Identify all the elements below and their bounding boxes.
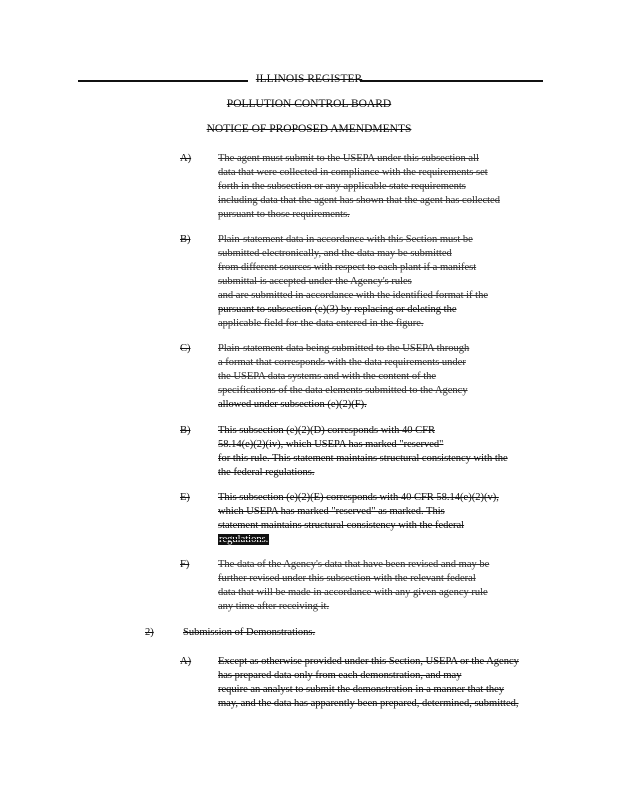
item-line: pursuant to subsection (e)(3) by replacing or deleting the bbox=[218, 304, 457, 315]
item-line: further revised under this subsection with the relevant federal bbox=[218, 573, 476, 584]
item-line: a format that corresponds with the data requirements under bbox=[218, 357, 466, 368]
item-line: 58.14(e)(2)(iv), which USEPA has marked "reserved" bbox=[218, 439, 444, 450]
highlighted-text: regulations. bbox=[219, 534, 269, 545]
item-line: including data that the agent has shown that the agent has collected bbox=[218, 195, 500, 206]
item-line: Plain-statement data being submitted to the USEPA through bbox=[218, 343, 470, 354]
item-marker: C) bbox=[180, 343, 191, 354]
item-marker: B) bbox=[180, 425, 191, 436]
item-marker: F) bbox=[180, 559, 190, 570]
item-marker: B) bbox=[180, 234, 191, 245]
item-marker: E) bbox=[180, 492, 190, 503]
item-line: Except as otherwise provided under this Section, USEPA or the Agency bbox=[218, 656, 519, 667]
item-line: the federal regulations. bbox=[218, 467, 315, 478]
register-heading: ILLINOIS REGISTER bbox=[255, 73, 363, 85]
item-line: require an analyst to submit the demonstration in a manner that they bbox=[218, 684, 505, 695]
item-line: which USEPA has marked "reserved" as marked. This bbox=[218, 506, 445, 517]
item-line: specifications of the data elements submitted to the Agency bbox=[218, 385, 468, 396]
item-line: any time after receiving it. bbox=[218, 601, 330, 612]
item-line: This subsection (e)(2)(E) corresponds with 40 CFR 58.14(e)(2)(v), bbox=[218, 492, 499, 503]
section-marker: 2) bbox=[145, 627, 154, 638]
item-line: and are submitted in accordance with the identified format if the bbox=[218, 290, 488, 301]
item-line: submittal is accepted under the Agency's rules bbox=[218, 276, 412, 287]
item-line: the USEPA data systems and with the content of the bbox=[218, 371, 437, 382]
item-line: applicable field for the data entered in the figure. bbox=[218, 318, 424, 329]
item-line: forth in the subsection or any applicable state requirements bbox=[218, 181, 466, 192]
item-line: for this rule. This statement maintains structural consistency with the bbox=[218, 453, 508, 464]
item-line: statement maintains structural consistency with the federal bbox=[218, 520, 465, 531]
item-line: Plain-statement data in accordance with this Section must be bbox=[218, 234, 473, 245]
item-line: The agent must submit to the USEPA under this subsection all bbox=[218, 153, 479, 164]
board-heading: POLLUTION CONTROL BOARD bbox=[226, 98, 392, 110]
item-line: pursuant to those requirements. bbox=[218, 209, 350, 220]
item-line: This subsection (e)(2)(D) corresponds with 40 CFR bbox=[218, 425, 435, 436]
item-line: has prepared data only from each demonstration, and may bbox=[218, 670, 462, 681]
item-marker: A) bbox=[180, 153, 192, 164]
item-marker: A) bbox=[180, 656, 192, 667]
notice-heading: NOTICE OF PROPOSED AMENDMENTS bbox=[206, 123, 412, 135]
item-line: from different sources with respect to each plant if a manifest bbox=[218, 262, 477, 273]
item-line: allowed under subsection (e)(2)(F). bbox=[218, 399, 367, 410]
item-line: data that will be made in accordance with any given agency rule bbox=[218, 587, 488, 598]
item-line: submitted electronically, and the data may be submitted bbox=[218, 248, 452, 259]
item-line: The data of the Agency's data that have been revised and may be bbox=[218, 559, 490, 570]
item-line: may, and the data has apparently been prepared, determined, submitted, bbox=[218, 698, 519, 709]
section-label: Submission of Demonstrations. bbox=[183, 627, 316, 638]
item-line-highlighted bbox=[218, 533, 269, 547]
item-line: data that were collected in compliance with the requirements set bbox=[218, 167, 488, 178]
